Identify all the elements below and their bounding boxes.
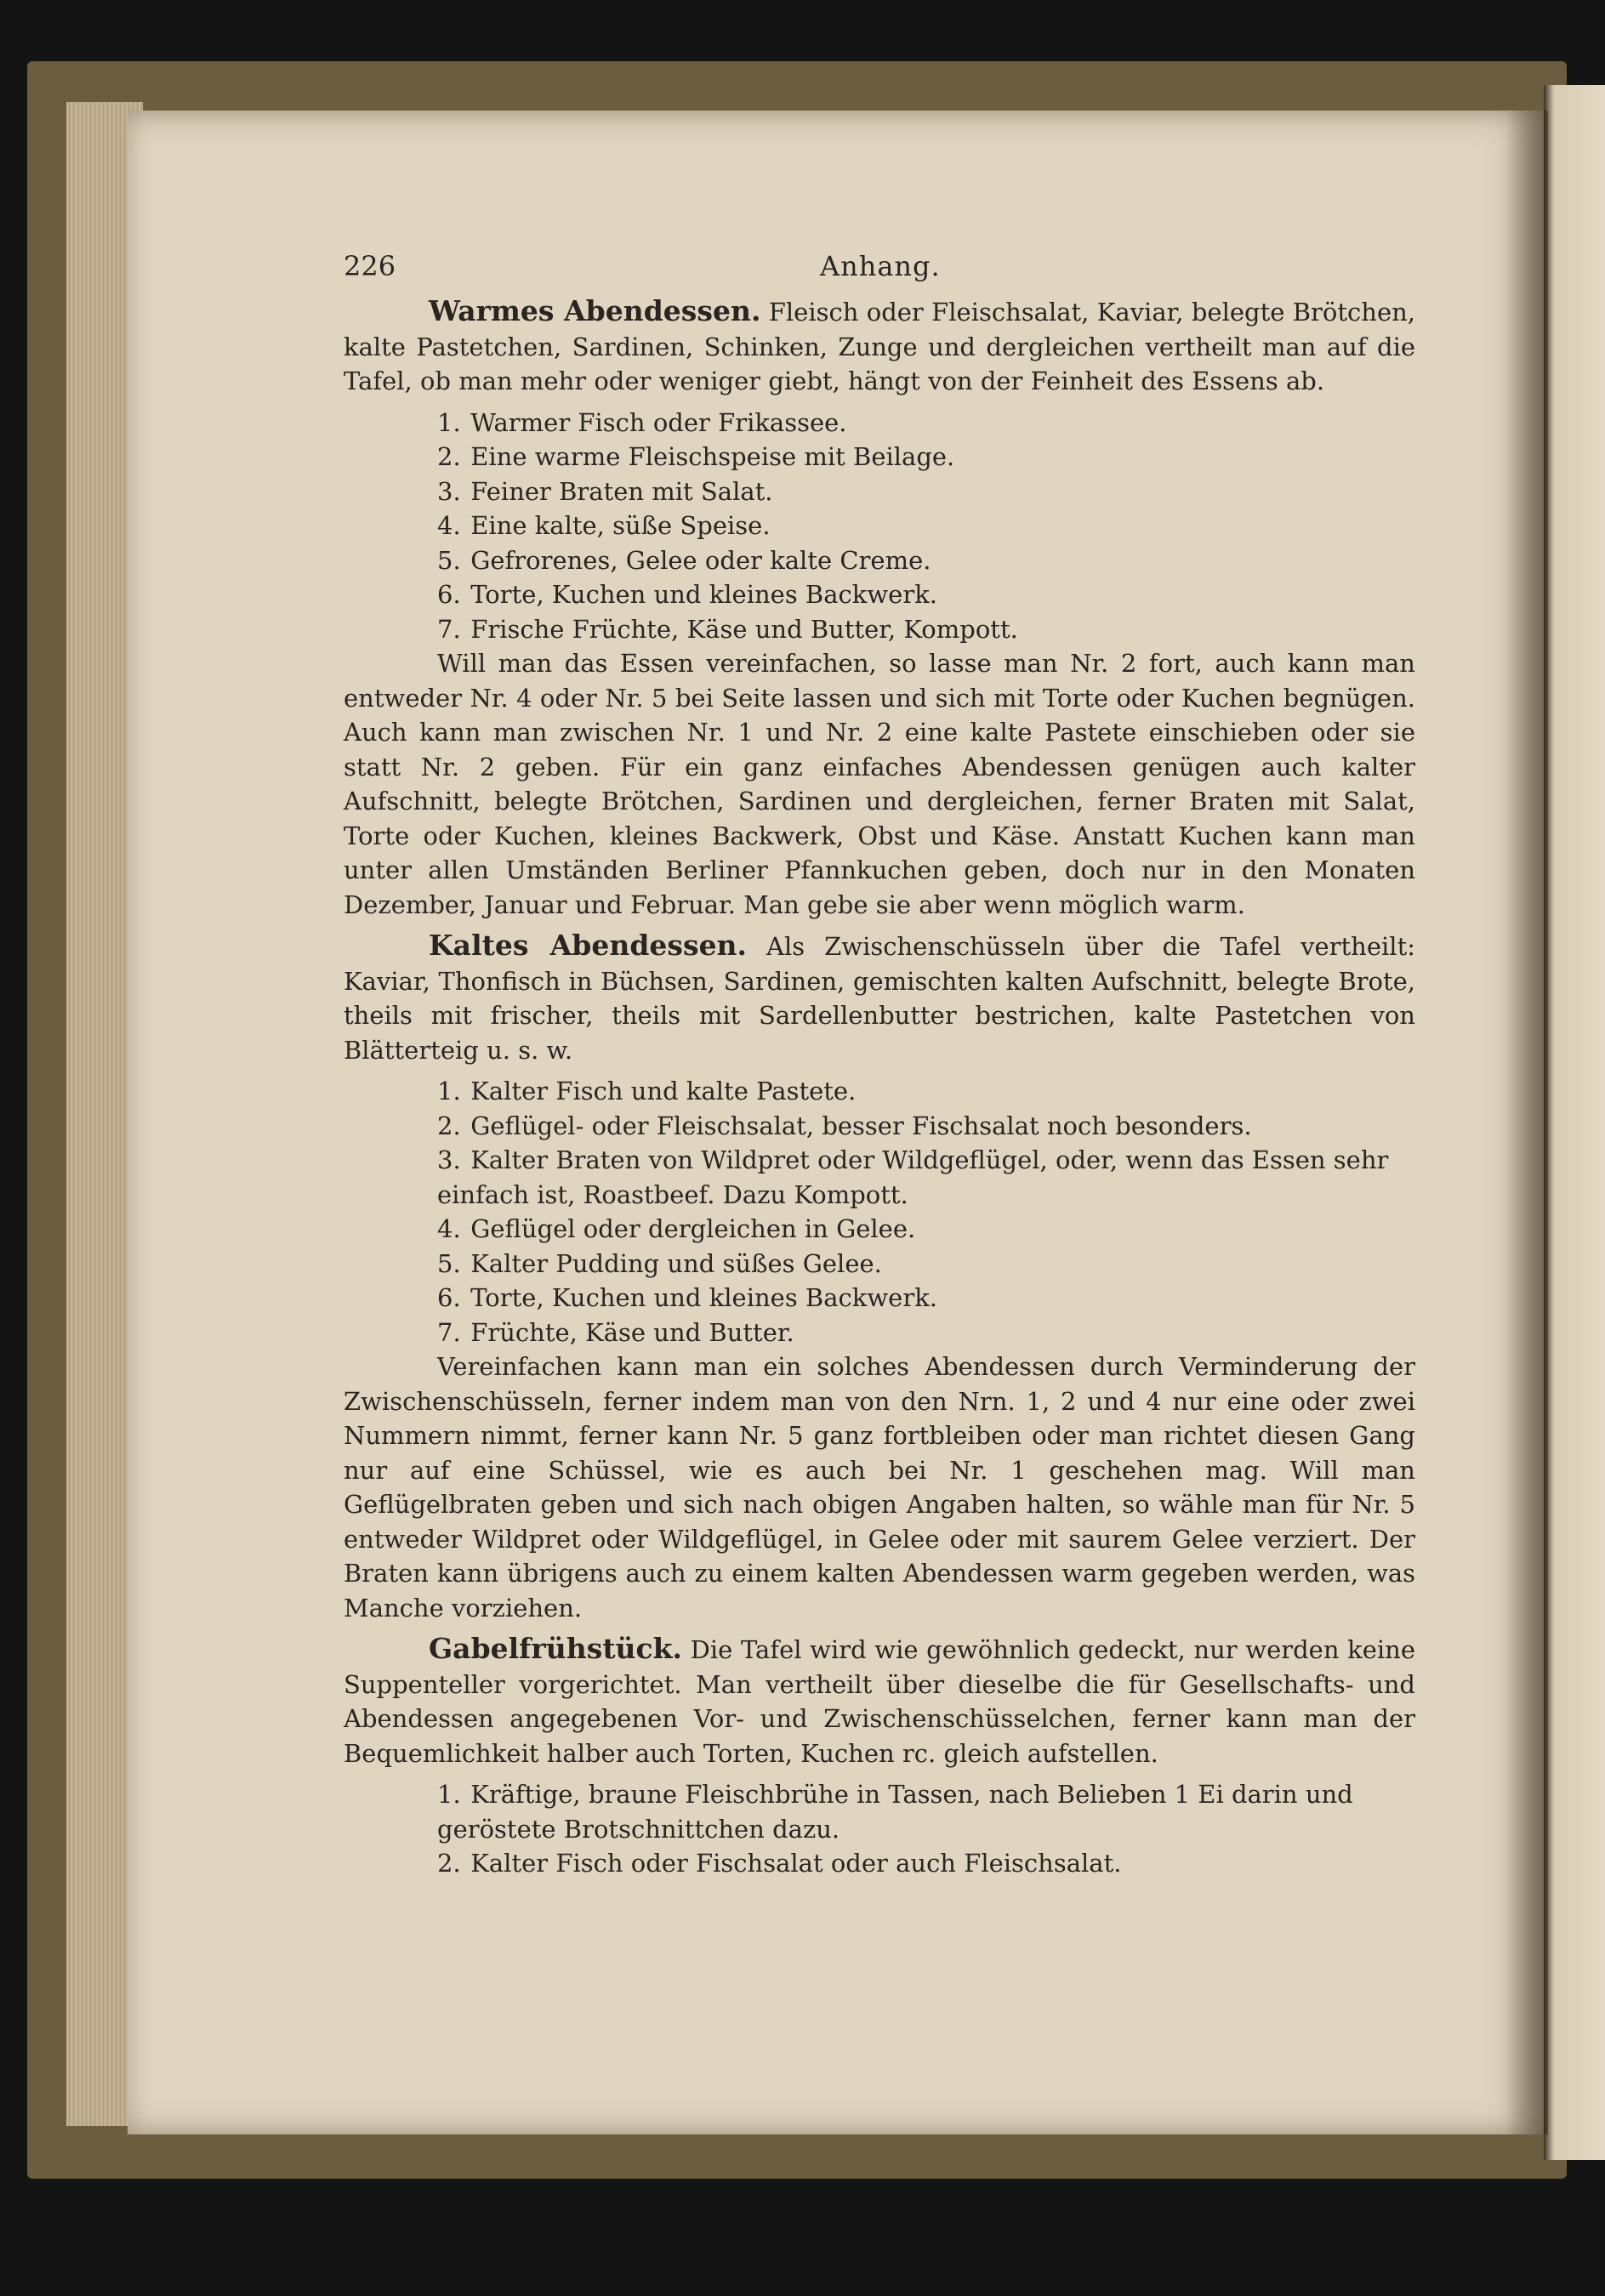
- list-item: [344, 1074, 1415, 1109]
- page-header: [344, 250, 1415, 294]
- page-content: [344, 250, 1415, 1881]
- section-warm-intro: [344, 294, 1415, 399]
- item-text: Torte, Kuchen und kleines Backwerk.: [470, 1283, 937, 1312]
- item-text: Eine warme Fleischspeise mit Beilage.: [470, 442, 955, 471]
- section-heading-warm: Warmes Abendessen.: [429, 294, 761, 327]
- list-item: [344, 577, 1415, 612]
- item-number: 2.: [437, 1849, 461, 1878]
- section-brunch-intro-text: Die Tafel wird wie gewöhnlich gedeckt, nur werden keine Suppenteller vorgerichtet. Man vertheilt über dieselbe die für Gesellschafts- und Abendessen angegebenen Vor- und Zwischenschüsselchen, ferner kann man der Bequemlichkeit halber auch Torten, Kuchen rc. gleich aufstellen.: [344, 1635, 1415, 1768]
- section-warm-intro-text: Fleisch oder Fleischsalat, Kaviar, belegte Brötchen, kalte Pastetchen, Sardinen, Schinken, Zunge und dergleichen vertheilt man auf die Tafel, ob man mehr oder weniger giebt, hängt von der Feinheit des Essens ab.: [344, 298, 1416, 395]
- list-item: [344, 1281, 1415, 1316]
- item-text: Torte, Kuchen und kleines Backwerk.: [470, 580, 937, 609]
- section-cold-intro: [344, 929, 1415, 1067]
- section-heading-cold: Kaltes Abendessen.: [429, 929, 748, 962]
- item-number: 3.: [437, 476, 461, 506]
- menu-list-warm: [344, 406, 1415, 647]
- section-cold-intro-text: Als Zwischenschüsseln über die Tafel vertheilt: Kaviar, Thonfisch in Büchsen, Sardinen, gemischten kalten Aufschnitt, belegte Brote, theils mit frischer, theils mit Sardellenbutter bestrichen, kalte Pastetchen von Blätterteig u. s. w.: [344, 932, 1415, 1065]
- item-text: Eine kalte, süße Speise.: [470, 511, 771, 540]
- list-item: [344, 1846, 1415, 1881]
- item-text: Geflügel- oder Fleischsalat, besser Fischsalat noch besonders.: [470, 1111, 1252, 1140]
- item-number: 1.: [437, 407, 461, 437]
- section-warm-closing: Will man das Essen vereinfachen, so lasse man Nr. 2 fort, auch kann man entweder Nr. 4 oder Nr. 5 bei Seite lassen und sich mit Torte oder Kuchen begnügen. Auch kann man zwischen Nr. 1 und Nr. 2 eine kalte Pastete einschieben oder sie statt Nr. 2 geben. Für ein ganz einfaches Abendessen genügen auch kalter Aufschnitt, belegte Brötchen, Sardinen und dergleichen, ferner Braten mit Salat, Torte oder Kuchen, kleines Backwerk, Obst und Käse. Anstatt Kuchen kann man unter allen Umständen Berliner Pfannkuchen geben, doch nur in den Monaten Dezember, Januar und Februar. Man gebe sie aber wenn möglich warm.: [344, 649, 1415, 919]
- list-item: [344, 406, 1415, 440]
- running-head: Anhang.: [820, 250, 941, 282]
- list-item: [344, 543, 1415, 578]
- item-text: Warmer Fisch oder Frikassee.: [470, 407, 847, 437]
- section-brunch-intro: [344, 1632, 1415, 1770]
- item-number: 3.: [437, 1145, 461, 1174]
- item-text: Gefrorenes, Gelee oder kalte Creme.: [470, 545, 931, 575]
- item-number: 4.: [437, 1214, 461, 1243]
- item-text: Kräftige, braune Fleischbrühe in Tassen, nach Belieben 1 Ei darin und geröstete Brotschnittchen dazu.: [437, 1780, 1353, 1844]
- list-item: [344, 509, 1415, 543]
- item-number: 1.: [437, 1077, 461, 1105]
- facing-page-edge: [1544, 85, 1605, 2160]
- menu-list-brunch: [344, 1777, 1415, 1881]
- item-number: 5.: [437, 1248, 461, 1278]
- item-number: 5.: [437, 545, 461, 575]
- item-text: Kalter Pudding und süßes Gelee.: [470, 1248, 882, 1278]
- list-item: [344, 1777, 1415, 1846]
- item-number: 7.: [437, 1317, 461, 1347]
- section-heading-brunch: Gabelfrühstück.: [429, 1632, 682, 1665]
- item-text: Kalter Fisch oder Fischsalat oder auch Fleischsalat.: [470, 1849, 1122, 1878]
- list-item: [344, 475, 1415, 509]
- list-item: [344, 1316, 1415, 1350]
- item-text: Geflügel oder dergleichen in Gelee.: [470, 1214, 916, 1243]
- item-number: 2.: [437, 1111, 461, 1140]
- item-number: 6.: [437, 1283, 461, 1312]
- item-number: 2.: [437, 442, 461, 471]
- item-number: 4.: [437, 511, 461, 540]
- menu-list-cold: [344, 1074, 1415, 1350]
- item-text: Feiner Braten mit Salat.: [470, 476, 773, 506]
- item-text: Früchte, Käse und Butter.: [470, 1317, 794, 1347]
- list-item: [344, 1109, 1415, 1144]
- gutter-shadow: [1505, 111, 1548, 2134]
- list-item: [344, 1247, 1415, 1282]
- list-item: [344, 1212, 1415, 1247]
- list-item: [344, 612, 1415, 647]
- item-text: Kalter Braten von Wildpret oder Wildgeflügel, oder, wenn das Essen sehr einfach ist, Roastbeef. Dazu Kompott.: [437, 1145, 1389, 1209]
- list-item: [344, 1143, 1415, 1212]
- section-cold-closing: Vereinfachen kann man ein solches Abendessen durch Verminderung der Zwischenschüsseln, ferner indem man von den Nrn. 1, 2 und 4 nur eine oder zwei Nummern nimmt, ferner kann Nr. 5 ganz fortbleiben oder man richtet diesen Gang nur auf eine Schüssel, wie es auch bei Nr. 1 geschehen mag. Will man Geflügelbraten geben und sich nach obigen Angaben halten, so wähle man für Nr. 5 entweder Wildpret oder Wildgeflügel, in Gelee oder mit saurem Gelee verziert. Der Braten kann übrigens auch zu einem kalten Abendessen warm gegeben werden, was Manche vorziehen.: [344, 1352, 1415, 1623]
- page-number: 226: [344, 250, 396, 282]
- item-number: 7.: [437, 614, 461, 644]
- item-text: Kalter Fisch und kalte Pastete.: [470, 1077, 857, 1105]
- list-item: [344, 440, 1415, 475]
- item-number: 6.: [437, 580, 461, 609]
- item-text: Frische Früchte, Käse und Butter, Kompott.: [470, 614, 1018, 644]
- item-number: 1.: [437, 1780, 461, 1809]
